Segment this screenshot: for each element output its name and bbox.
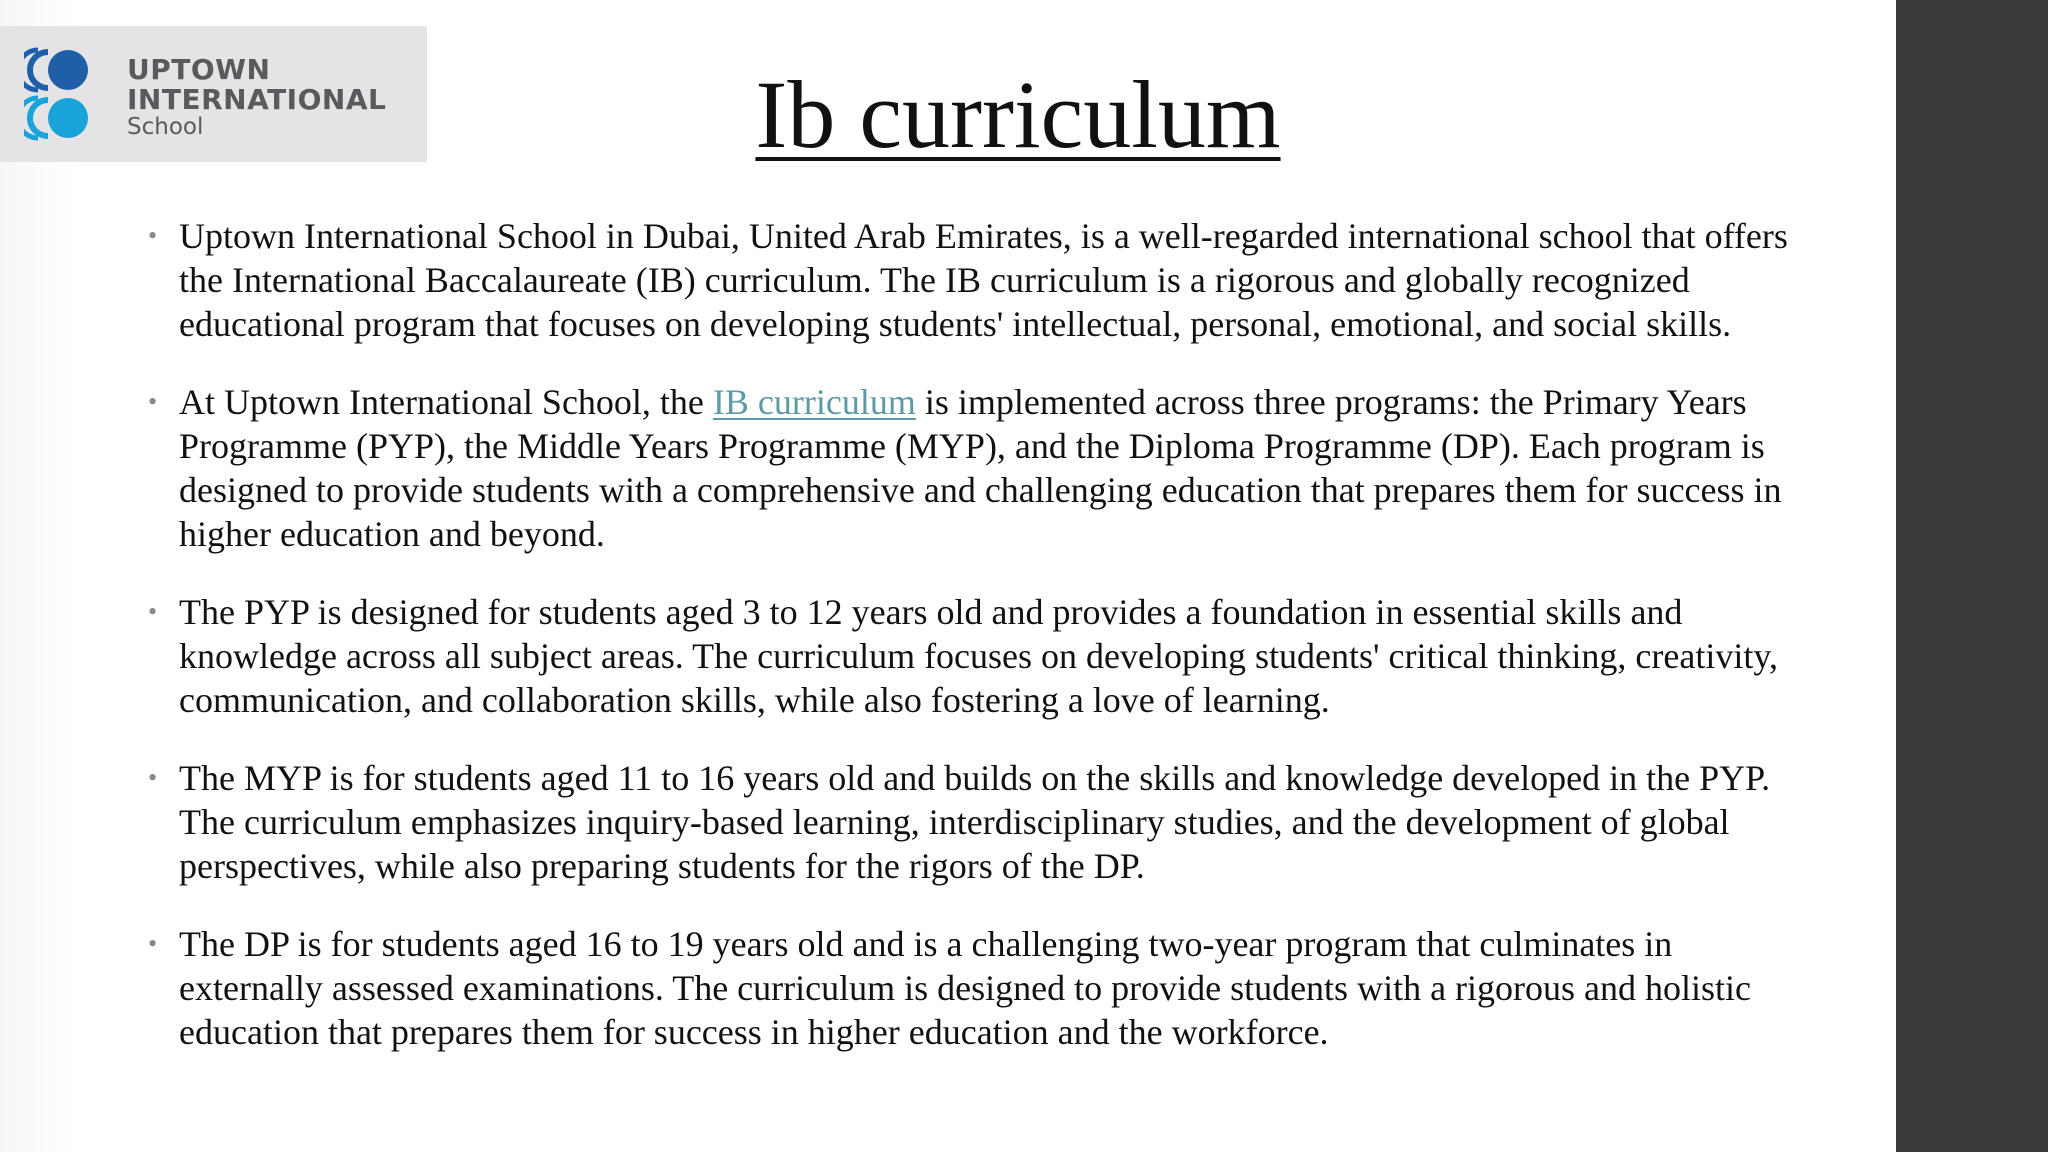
bullet-text: The DP is for students aged 16 to 19 years old and is a challenging two-year program that culminates in externally assessed examinations. The curriculum is designed to provide students with a rigorous and holistic education that prepares them for success in higher education and the workforce. [179, 924, 1752, 1052]
bullet-item [140, 756, 1820, 888]
bullet-dot-icon: • [148, 763, 158, 792]
slide-title: Ib curriculum [755, 61, 1281, 168]
bullet-item [140, 380, 1820, 556]
logo-mark-icon [24, 46, 120, 142]
ib-curriculum-link[interactable]: IB curriculum [712, 382, 916, 422]
bullet-dot-icon: • [148, 929, 158, 958]
logo-line-international: INTERNATIONAL [127, 83, 387, 116]
bullet-text: Uptown International School in Dubai, United Arab Emirates, is a well-regarded international school that offers the International Baccalaureate (IB) curriculum. The IB curriculum is a rigorous and globally recognized educational program that focuses on developing students' intellectual, personal, emotional, and social skills. [179, 216, 1788, 344]
logo-line-uptown: UPTOWN [127, 53, 271, 86]
bullet-text: The PYP is designed for students aged 3 to 12 years old and provides a foundation in essential skills and knowledge across all subject areas. The curriculum focuses on developing students' critical thinking, creativity, communication, and collaboration skills, while also fostering a love of learning. [179, 592, 1779, 720]
logo-line-school: School [127, 114, 204, 140]
bullet-dot-icon: • [148, 597, 158, 626]
bullet-text: The MYP is for students aged 11 to 16 years old and builds on the skills and knowledge developed in the PYP. The curriculum emphasizes inquiry-based learning, interdisciplinary studies, and the development of global perspectives, while also preparing students for the rigors of the DP. [179, 758, 1771, 886]
bullet-item [140, 922, 1820, 1054]
bullet-text-after-link: is implemented across three programs: the Primary Years Programme (PYP), the Middle Years Programme (MYP), and the Diploma Programme (DP). Each program is designed to provide students with a comprehensive and challenging education that prepares them for success in higher education and beyond. [179, 382, 1782, 554]
bullet-item [140, 590, 1820, 722]
side-panel [1896, 0, 2048, 1152]
bullet-dot-icon: • [148, 387, 158, 416]
bullet-dot-icon: • [148, 221, 158, 250]
bullet-list [140, 214, 1820, 1088]
bullet-item [140, 214, 1820, 346]
bullet-text-before-link: At Uptown International School, the [179, 382, 713, 422]
school-logo [0, 26, 427, 162]
logo-text [127, 53, 387, 140]
